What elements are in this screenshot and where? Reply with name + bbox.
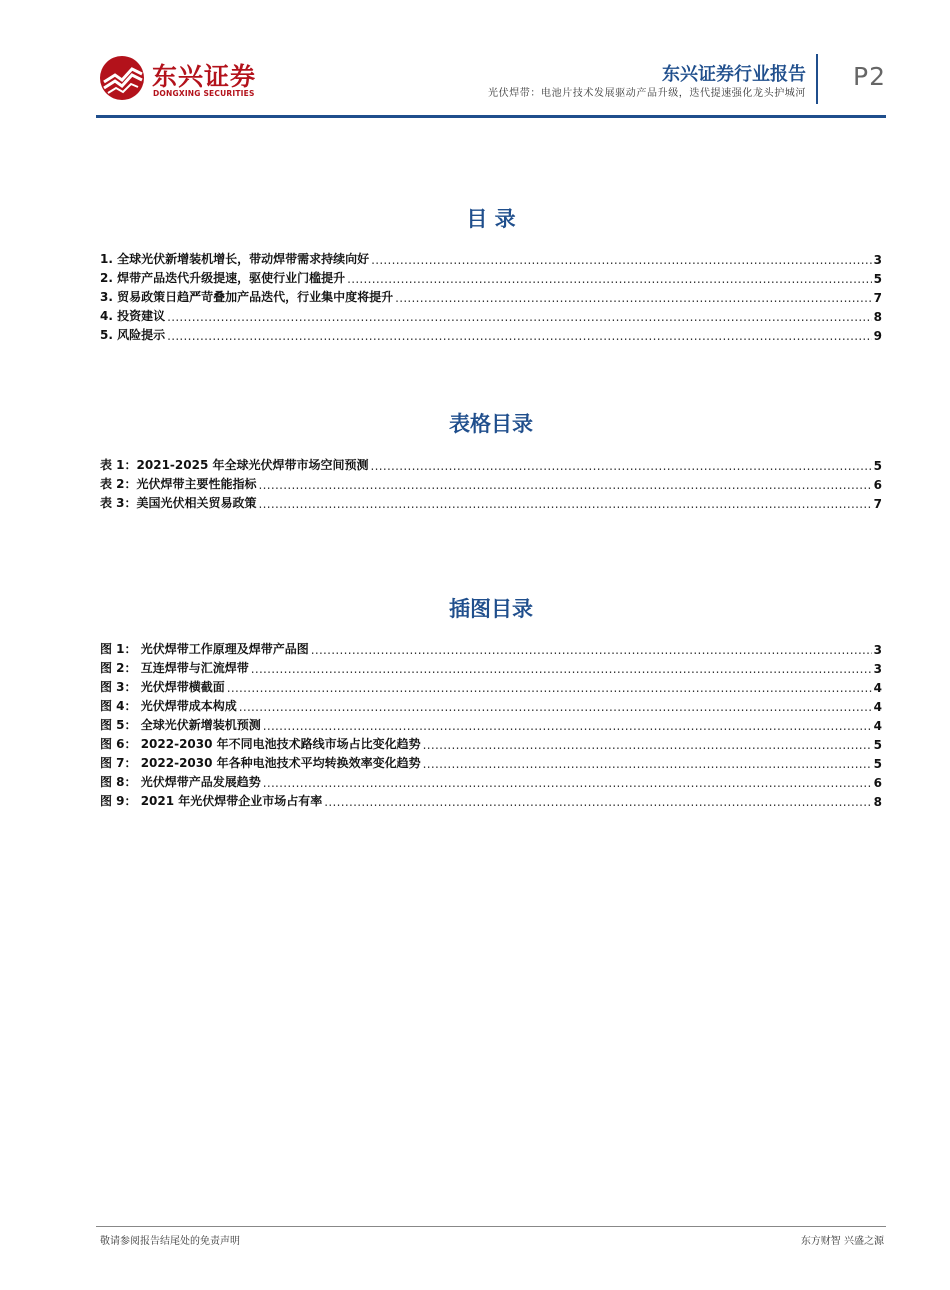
figures-list — [100, 638, 882, 809]
table-entry-label: 表 1：2021-2025 年全球光伏焊带市场空间预测 — [100, 458, 369, 472]
toc-item[interactable] — [100, 286, 882, 305]
header-divider — [816, 54, 818, 104]
toc-leader-dots — [324, 795, 871, 809]
toc-item[interactable] — [100, 248, 882, 267]
logo-chinese-name: 东兴证券 — [152, 62, 257, 91]
toc-item[interactable] — [100, 305, 882, 324]
figure-entry-page: 3 — [873, 662, 882, 676]
figure-entry-page: 4 — [873, 681, 882, 695]
table-entry-page: 6 — [873, 478, 882, 492]
figure-entry-page: 4 — [873, 700, 882, 714]
toc-item-label: 3. 贸易政策日趋严苛叠加产品迭代，行业集中度将提升 — [100, 290, 394, 304]
toc-leader-dots — [311, 643, 872, 657]
toc-item[interactable] — [100, 267, 882, 286]
toc-item-page: 7 — [873, 291, 882, 305]
table-entry-page: 7 — [873, 497, 882, 511]
report-title: 光伏焊带：电池片技术发展驱动产品升级，迭代提速强化龙头护城河 — [488, 88, 806, 99]
figure-entry-label: 图 3： 光伏焊带横截面 — [100, 680, 225, 694]
header-rule — [96, 115, 886, 118]
figure-entry[interactable] — [100, 638, 882, 657]
figure-entry[interactable] — [100, 714, 882, 733]
figure-entry-label: 图 2： 互连焊带与汇流焊带 — [100, 661, 249, 675]
tables-list — [100, 454, 882, 511]
figure-entry[interactable] — [100, 771, 882, 790]
toc-item-page: 9 — [873, 329, 882, 343]
table-entry-page: 5 — [873, 459, 882, 473]
logo-english-name: DONGXING SECURITIES — [153, 89, 255, 98]
toc-leader-dots — [423, 738, 872, 752]
figure-entry[interactable] — [100, 657, 882, 676]
table-entry[interactable] — [100, 492, 882, 511]
figure-entry-label: 图 4： 光伏焊带成本构成 — [100, 699, 237, 713]
table-entry[interactable] — [100, 454, 882, 473]
table-entry-label: 表 2：光伏焊带主要性能指标 — [100, 477, 257, 491]
figure-entry[interactable] — [100, 733, 882, 752]
contents-title: 目 录 — [466, 207, 516, 231]
page-number: P2 — [853, 62, 886, 91]
figure-entry-page: 5 — [873, 738, 882, 752]
figure-entry-page: 3 — [873, 643, 882, 657]
figure-entry[interactable] — [100, 752, 882, 771]
figure-entry[interactable] — [100, 790, 882, 809]
company-logo — [98, 54, 338, 104]
figures-title: 插图目录 — [449, 597, 533, 621]
page-header — [96, 40, 886, 120]
figure-entry[interactable] — [100, 695, 882, 714]
toc-item[interactable] — [100, 324, 882, 343]
table-entry[interactable] — [100, 473, 882, 492]
figure-entry[interactable] — [100, 676, 882, 695]
toc-leader-dots — [370, 459, 871, 473]
toc-item-page: 5 — [873, 272, 882, 286]
figure-entry-page: 4 — [873, 719, 882, 733]
footer-slogan: 东方财智 兴盛之源 — [800, 1236, 884, 1247]
toc-item-label: 2. 焊带产品迭代升级提速，驱使行业门槛提升 — [100, 271, 346, 285]
figure-entry-label: 图 8： 光伏焊带产品发展趋势 — [100, 775, 261, 789]
toc-leader-dots — [263, 719, 872, 733]
toc-leader-dots — [259, 478, 872, 492]
toc-item-label: 5. 风险提示 — [100, 328, 166, 342]
table-entry-label: 表 3：美国光伏相关贸易政策 — [100, 496, 257, 510]
toc-item-label: 1. 全球光伏新增装机增长，带动焊带需求持续向好 — [100, 252, 370, 266]
toc-leader-dots — [347, 272, 872, 286]
footer-rule — [96, 1226, 886, 1227]
figure-entry-label: 图 7： 2022-2030 年各种电池技术平均转换效率变化趋势 — [100, 756, 421, 770]
toc-item-page: 8 — [873, 310, 882, 324]
footer-disclaimer: 敬请参阅报告结尾处的免责声明 — [100, 1236, 240, 1247]
figure-entry-page: 5 — [873, 757, 882, 771]
toc-leader-dots — [423, 757, 872, 771]
toc-leader-dots — [251, 662, 872, 676]
toc-leader-dots — [227, 681, 872, 695]
figure-entry-label: 图 6： 2022-2030 年不同电池技术路线市场占比变化趋势 — [100, 737, 421, 751]
tables-title: 表格目录 — [449, 412, 533, 436]
figure-entry-label: 图 1： 光伏焊带工作原理及焊带产品图 — [100, 642, 309, 656]
toc-leader-dots — [239, 700, 872, 714]
toc-leader-dots — [259, 497, 872, 511]
toc-item-label: 4. 投资建议 — [100, 309, 166, 323]
figure-entry-page: 8 — [873, 795, 882, 809]
toc-leader-dots — [263, 776, 872, 790]
figure-entry-label: 图 5： 全球光伏新增装机预测 — [100, 718, 261, 732]
toc-leader-dots — [167, 329, 872, 343]
logo-emblem-icon — [98, 54, 148, 104]
toc-leader-dots — [167, 310, 872, 324]
toc-leader-dots — [395, 291, 872, 305]
figure-entry-label: 图 9： 2021 年光伏焊带企业市场占有率 — [100, 794, 323, 808]
toc-leader-dots — [371, 253, 872, 267]
toc-item-page: 3 — [873, 253, 882, 267]
contents-list — [100, 248, 882, 343]
figure-entry-page: 6 — [873, 776, 882, 790]
report-type: 东兴证券行业报告 — [662, 64, 806, 85]
